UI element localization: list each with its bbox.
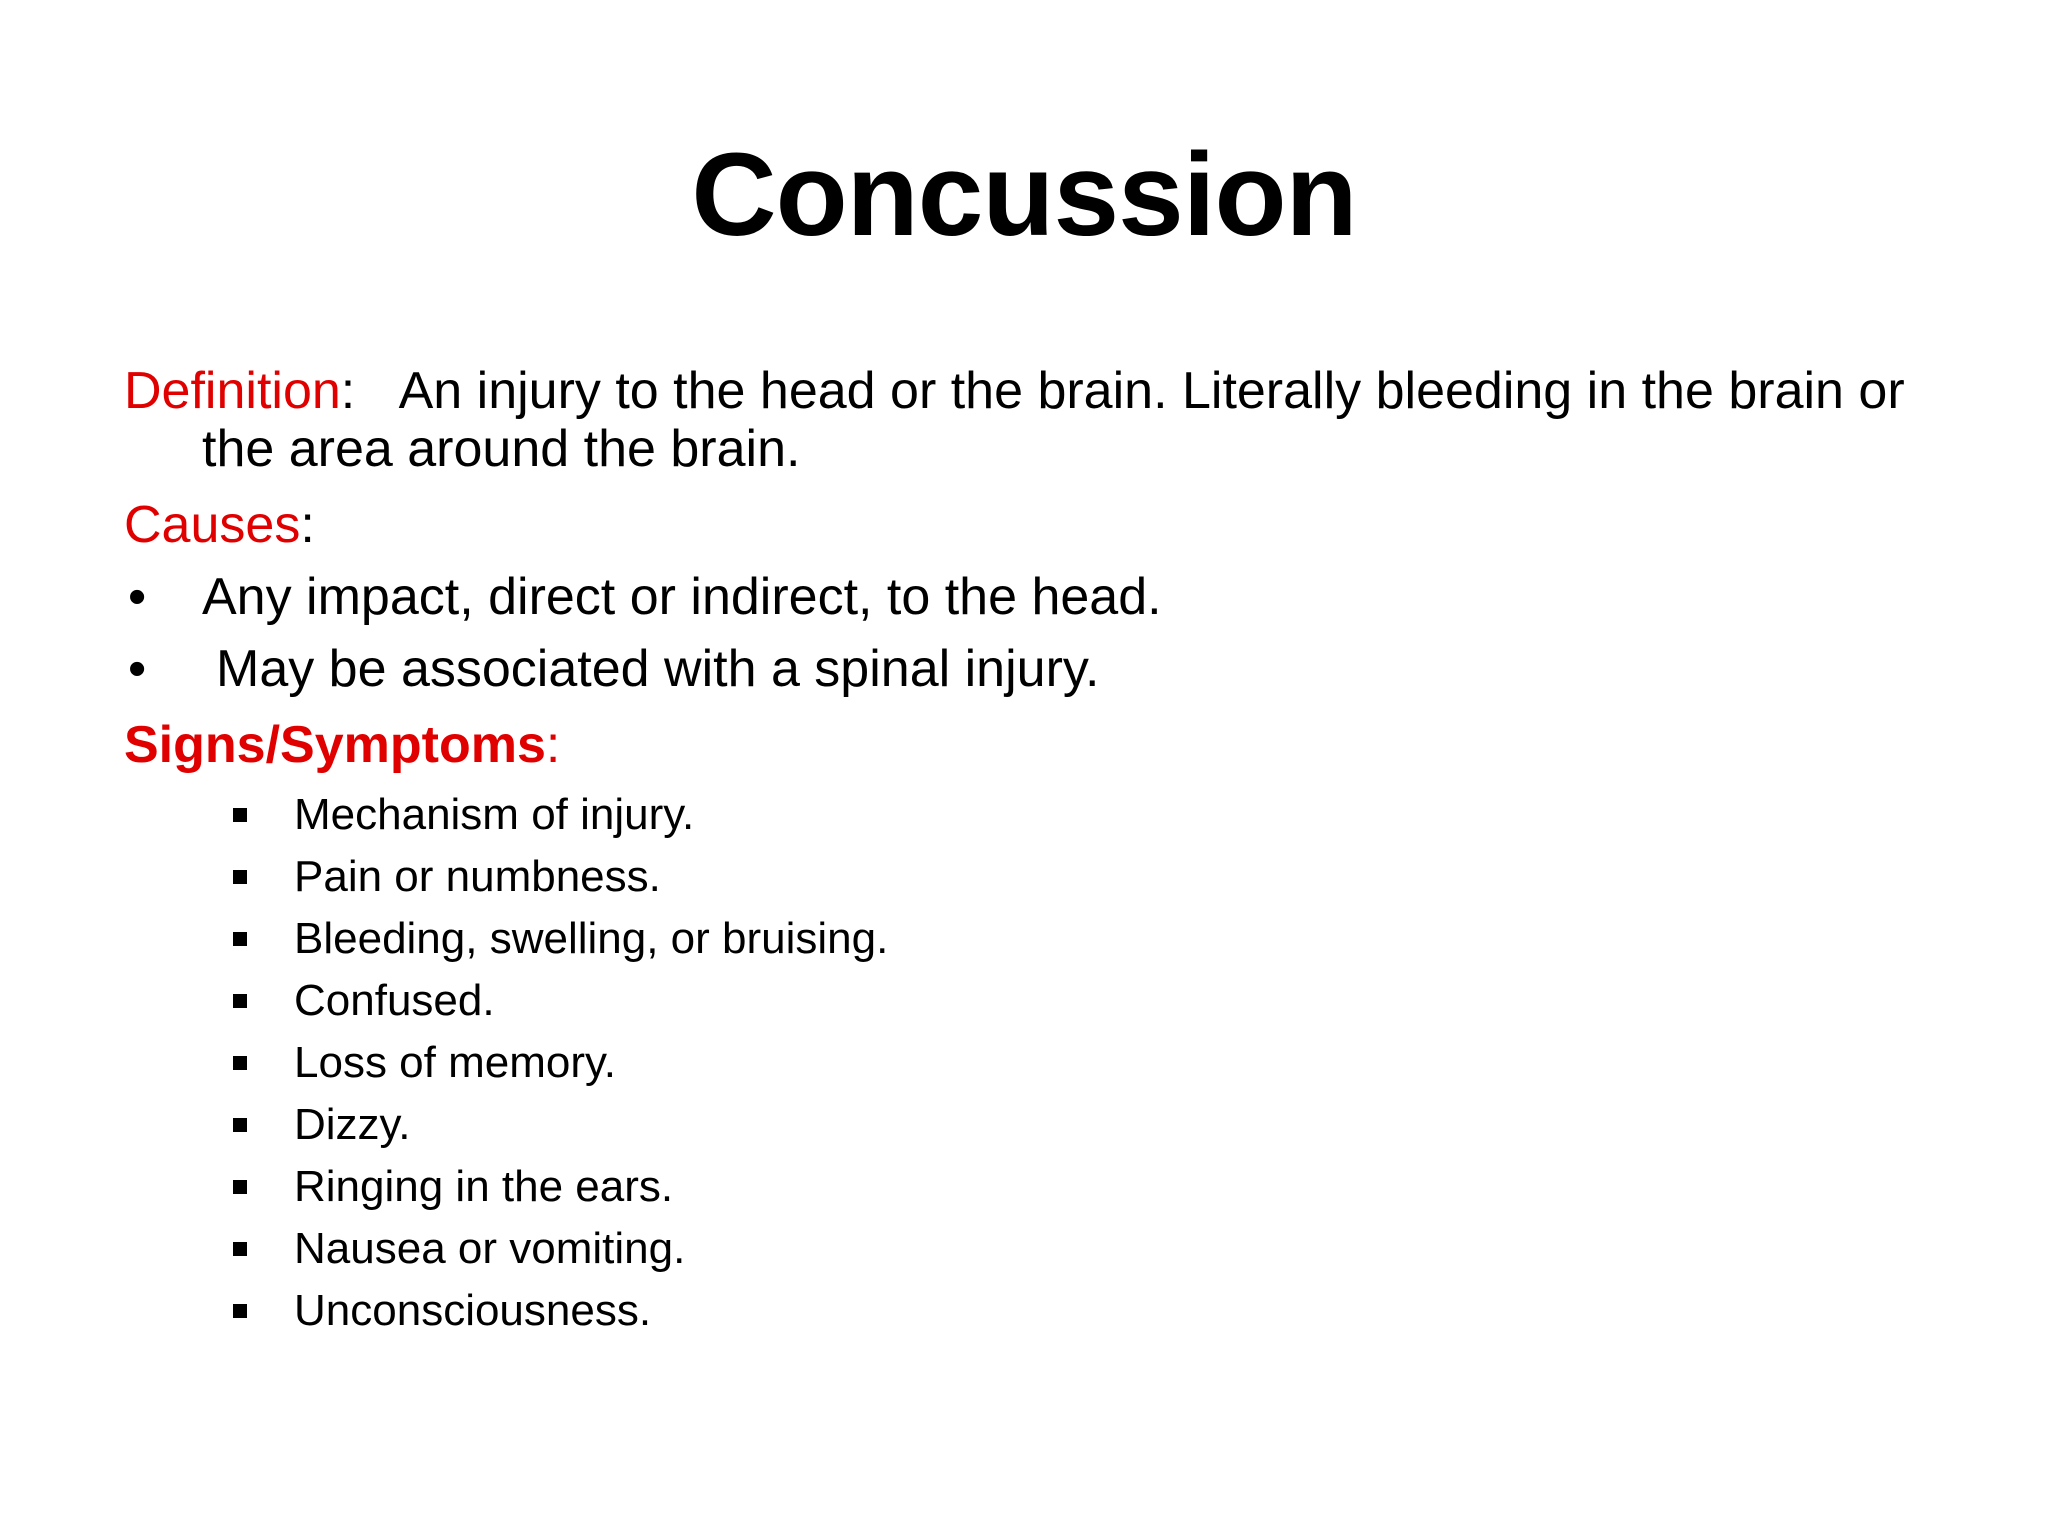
list-item: [124, 908, 1924, 970]
square-bullet-icon: [233, 1118, 247, 1132]
signs-list: [124, 784, 1924, 1342]
list-item: [124, 846, 1924, 908]
causes-heading: [124, 496, 1924, 554]
list-item: [124, 568, 1924, 626]
sign-text: Confused.: [294, 976, 495, 1025]
list-item: [124, 1032, 1924, 1094]
sign-text: Dizzy.: [294, 1100, 411, 1149]
sign-text: Mechanism of injury.: [294, 790, 695, 839]
list-item: [124, 784, 1924, 846]
square-bullet-icon: [233, 1180, 247, 1194]
square-bullet-icon: [233, 808, 247, 822]
signs-colon: :: [545, 716, 561, 774]
square-bullet-icon: [233, 932, 247, 946]
signs-label: Signs/Symptoms: [124, 716, 546, 774]
definition-label: Definition: [124, 362, 341, 420]
list-item: [124, 1156, 1924, 1218]
cause-text: May be associated with a spinal injury.: [216, 640, 1100, 698]
square-bullet-icon: [233, 994, 247, 1008]
sign-text: Pain or numbness.: [294, 852, 661, 901]
causes-list: [124, 568, 1924, 698]
square-bullet-icon: [233, 870, 247, 884]
bullet-icon: •: [128, 568, 147, 626]
definition-colon: :: [340, 362, 356, 420]
list-item: [124, 1280, 1924, 1342]
sign-text: Nausea or vomiting.: [294, 1224, 686, 1273]
signs-heading: [124, 716, 1924, 774]
list-item: [124, 970, 1924, 1032]
square-bullet-icon: [233, 1304, 247, 1318]
causes-colon: :: [300, 496, 315, 554]
list-item: [124, 640, 1924, 698]
sign-text: Unconsciousness.: [294, 1286, 652, 1335]
causes-label: Causes: [124, 496, 301, 554]
square-bullet-icon: [233, 1056, 247, 1070]
cause-text: Any impact, direct or indirect, to the head.: [202, 568, 1162, 626]
list-item: [124, 1094, 1924, 1156]
bullet-icon: •: [128, 640, 147, 698]
slide-title: Concussion: [691, 129, 1357, 261]
definition-text: An injury to the head or the brain. Literally bleeding in the brain or the area around the brain.: [202, 362, 1905, 478]
sign-text: Loss of memory.: [294, 1038, 616, 1087]
square-bullet-icon: [233, 1242, 247, 1256]
slide-body: [124, 362, 1924, 1342]
sign-text: Bleeding, swelling, or bruising.: [294, 914, 889, 963]
definition-paragraph: [124, 362, 1924, 478]
sign-text: Ringing in the ears.: [294, 1162, 674, 1211]
list-item: [124, 1218, 1924, 1280]
